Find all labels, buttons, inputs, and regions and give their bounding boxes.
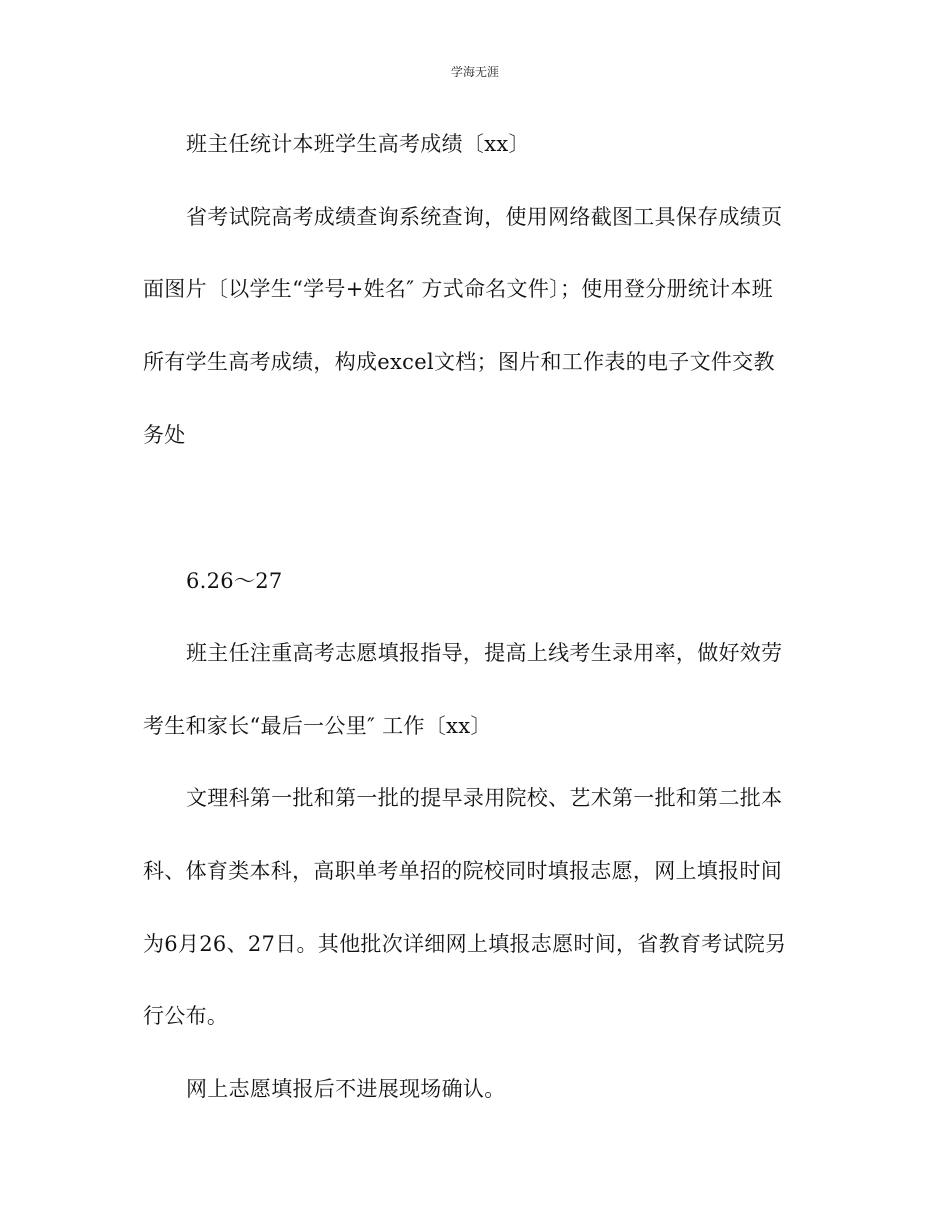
paragraph-line: 省考试院高考成绩查询系统查询，使用网络截图工具保存成绩页 bbox=[186, 205, 783, 229]
paragraph-line: 文理科第一批和第一批的提早录用院校、艺术第一批和第二批本 bbox=[186, 786, 783, 810]
paragraph-line: 网上志愿填报后不进展现场确认。 bbox=[186, 1077, 506, 1101]
paragraph-line: 行公布。 bbox=[143, 1004, 229, 1028]
page-header: 学海无涯 bbox=[450, 65, 499, 79]
paragraph-line: 科、体育类本科，高职单考单招的院校同时填报志愿，网上填报时间 bbox=[143, 859, 782, 883]
paragraph-heading-1: 班主任统计本班学生高考成绩〔xx〕 bbox=[186, 132, 530, 156]
date-range: 6.26～27 bbox=[186, 569, 283, 593]
paragraph-line: 考生和家长“最后一公里″ 工作〔xx〕 bbox=[143, 714, 492, 738]
paragraph-line: 面图片〔以学生“学号+姓名″ 方式命名文件〕；使用登分册统计本班 bbox=[143, 277, 773, 301]
paragraph-heading-2: 班主任注重高考志愿填报指导，提高上线考生录用率，做好效劳 bbox=[186, 641, 783, 665]
paragraph-line: 为6月26、27日。其他批次详细网上填报志愿时间，省教育考试院另 bbox=[143, 932, 787, 956]
paragraph-line: 务处 bbox=[143, 423, 186, 447]
paragraph-line: 所有学生高考成绩，构成excel文档；图片和工作表的电子文件交教 bbox=[143, 350, 775, 374]
